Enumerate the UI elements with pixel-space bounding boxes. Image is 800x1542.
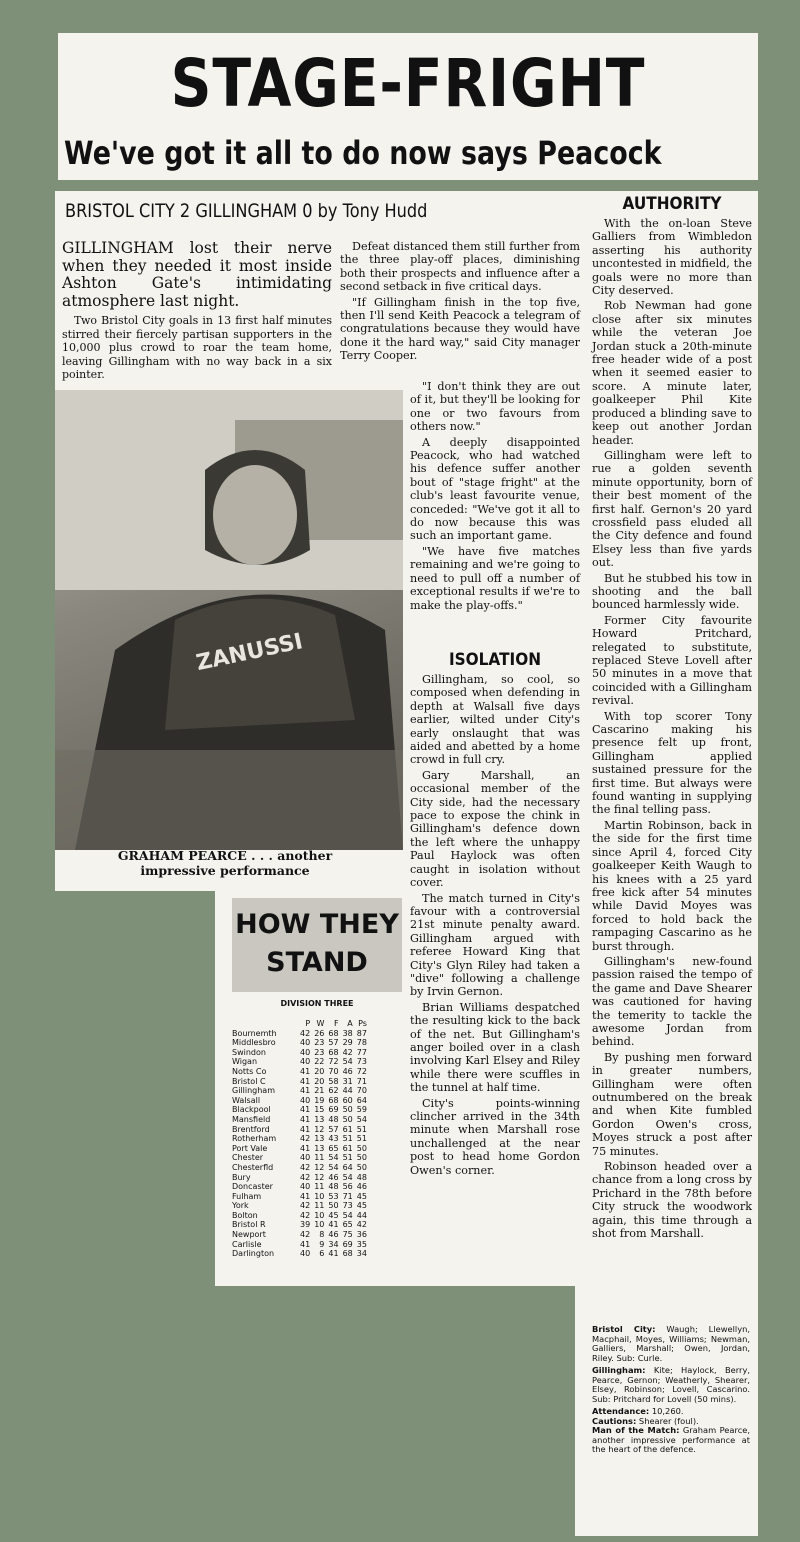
article-paragraph: Brian Williams despatched the resulting kick to the back of the net. But Gillingham's anger boiled over in a clash involving Karl Elsey and Riley while there were scuffles in the tunnel at half time. bbox=[410, 1000, 580, 1095]
table-cell: 41 bbox=[300, 1239, 311, 1249]
table-cell: 41 bbox=[300, 1191, 311, 1201]
team-name: Mansfield bbox=[232, 1114, 271, 1124]
team-name: Chesterfld bbox=[232, 1162, 274, 1172]
table-cell: 46 bbox=[328, 1172, 339, 1182]
table-cell: 42 bbox=[300, 1134, 311, 1144]
table-row bbox=[230, 1182, 369, 1192]
table-header-cell: A bbox=[347, 1019, 353, 1028]
table-cell: 69 bbox=[342, 1239, 353, 1249]
article-paragraph: "We have five matches remaining and we're going to need to pull off a number of exceptional results if we're to make the play-offs." bbox=[410, 544, 580, 612]
table-row bbox=[230, 1096, 369, 1106]
shirt-sponsor-text: ZANUSSI bbox=[194, 629, 306, 677]
table-row bbox=[230, 1249, 369, 1259]
table-cell: 51 bbox=[356, 1124, 367, 1134]
table-cell: 22 bbox=[314, 1057, 325, 1067]
table-cell: 54 bbox=[356, 1114, 367, 1124]
table-cell: 59 bbox=[356, 1105, 367, 1115]
team-name: Bournemth bbox=[232, 1028, 277, 1038]
team-name: Bristol C bbox=[232, 1076, 266, 1086]
table-cell: 40 bbox=[300, 1249, 311, 1259]
table-cell: 10 bbox=[314, 1191, 325, 1201]
table-row bbox=[230, 1086, 369, 1096]
table-cell: 11 bbox=[314, 1153, 325, 1163]
table-cell: 46 bbox=[328, 1230, 339, 1240]
authority-heading: AUTHORITY bbox=[622, 194, 722, 214]
table-cell: 44 bbox=[342, 1086, 353, 1096]
byline: BRISTOL CITY 2 GILLINGHAM 0 by Tony Hudd bbox=[65, 200, 428, 222]
table-title: HOW THEY STAND bbox=[232, 898, 402, 992]
table-cell: 19 bbox=[314, 1095, 325, 1105]
table-row bbox=[230, 1125, 369, 1135]
table-cell: 31 bbox=[342, 1076, 353, 1086]
isolation-heading: ISOLATION bbox=[448, 650, 542, 670]
table-cell: 65 bbox=[342, 1220, 353, 1230]
table-cell: 61 bbox=[342, 1143, 353, 1153]
table-cell: 40 bbox=[300, 1095, 311, 1105]
table-row bbox=[230, 1163, 369, 1173]
table-cell: 41 bbox=[300, 1124, 311, 1134]
table-cell: 72 bbox=[328, 1057, 339, 1067]
table-cell: 51 bbox=[342, 1134, 353, 1144]
team-name: Bristol R bbox=[232, 1220, 266, 1230]
table-cell: 50 bbox=[356, 1143, 367, 1153]
team-name: Notts Co bbox=[232, 1066, 267, 1076]
article-paragraph: "I don't think they are out of it, but they'll be looking for one or two favours from others now." bbox=[410, 380, 580, 434]
table-cell: 50 bbox=[328, 1201, 339, 1211]
table-cell: 34 bbox=[328, 1239, 339, 1249]
table-cell: 72 bbox=[356, 1066, 367, 1076]
team-name: Swindon bbox=[232, 1047, 266, 1057]
table-cell: 40 bbox=[300, 1038, 311, 1048]
table-row bbox=[230, 1240, 369, 1250]
table-row bbox=[230, 1220, 369, 1230]
table-cell: 68 bbox=[328, 1047, 339, 1057]
table-cell: 41 bbox=[300, 1105, 311, 1115]
table-cell: 87 bbox=[356, 1028, 367, 1038]
table-row bbox=[230, 1038, 369, 1048]
table-cell: 45 bbox=[356, 1201, 367, 1211]
team-name: Wigan bbox=[232, 1057, 258, 1067]
article-paragraph: Rob Newman had gone close after six minutes while the veteran Joe Jordan stuck a 20th-minute free header wide of a post when it seemed easier to score. A minute later, goalkeeper Phil Kite produced a blinding save to keep out another Jordan header. bbox=[592, 299, 752, 447]
table-row bbox=[230, 1077, 369, 1087]
table-cell: 69 bbox=[328, 1105, 339, 1115]
article-paragraph: The match turned in City's favour with a controversial 21st minute penalty award. Gillingham argued with referee Howard King that City's Glyn Riley had taken a "dive" following a challenge by Irvin Gernon. bbox=[410, 891, 580, 999]
table-cell: 64 bbox=[356, 1095, 367, 1105]
column-three bbox=[592, 192, 752, 1242]
column-two-isolation bbox=[410, 648, 580, 1179]
table-cell: 60 bbox=[342, 1095, 353, 1105]
table-cell: 39 bbox=[300, 1220, 311, 1230]
table-cell: 41 bbox=[300, 1143, 311, 1153]
article-paragraph: Gary Marshall, an occasional member of the City side, had the necessary pace to expose the chink in Gillingham's defence down the left where the unhappy Paul Haylock was often caught in isolation without cover. bbox=[410, 768, 580, 890]
table-cell: 65 bbox=[328, 1143, 339, 1153]
table-row bbox=[230, 1173, 369, 1183]
team-name: Darlington bbox=[232, 1249, 275, 1259]
article-paragraph: Gillingham's new-found passion raised the tempo of the game and Dave Shearer was cautioned for having the temerity to tackle the awesome Jordan from behind. bbox=[592, 954, 752, 1049]
table-header-cell: Ps bbox=[358, 1019, 367, 1028]
team-name: Bolton bbox=[232, 1210, 258, 1220]
table-cell: 41 bbox=[328, 1249, 339, 1259]
table-row bbox=[230, 1067, 369, 1077]
table-cell: 20 bbox=[314, 1076, 325, 1086]
table-cell: 40 bbox=[300, 1047, 311, 1057]
team-name: Chester bbox=[232, 1153, 264, 1163]
table-cell: 41 bbox=[300, 1114, 311, 1124]
table-cell: 54 bbox=[342, 1057, 353, 1067]
article-paragraph: A deeply disappointed Peacock, who had watched his defence suffer another bout of "stage fright" at the club's least favourite venue, conceded: "We've got it all to do now because this was such an important game. bbox=[410, 435, 580, 543]
table-cell: 50 bbox=[356, 1162, 367, 1172]
article-paragraph: Former City favourite Howard Pritchard, relegated to substitute, replaced Steve Lovell after 50 minutes in a move that coincided with a Gillingham revival. bbox=[592, 613, 752, 708]
table-cell: 51 bbox=[356, 1134, 367, 1144]
table-cell: 11 bbox=[314, 1201, 325, 1211]
article-paragraph: By pushing men forward in greater numbers, Gillingham were often outnumbered on the break and when Kite fumbled Gordon Owen's cross, Moyes struck a post after 75 minutes. bbox=[592, 1050, 752, 1158]
headline: STAGE-FRIGHT bbox=[170, 45, 646, 122]
table-row bbox=[230, 1153, 369, 1163]
table-cell: 23 bbox=[314, 1047, 325, 1057]
table-cell: 45 bbox=[356, 1191, 367, 1201]
table-cell: 9 bbox=[319, 1239, 325, 1249]
table-cell: 61 bbox=[342, 1124, 353, 1134]
table-cell: 40 bbox=[300, 1153, 311, 1163]
table-cell: 41 bbox=[300, 1076, 311, 1086]
photo-illustration bbox=[55, 390, 403, 850]
table-cell: 29 bbox=[342, 1038, 353, 1048]
table-cell: 56 bbox=[342, 1182, 353, 1192]
table-cell: 40 bbox=[300, 1057, 311, 1067]
table-row bbox=[230, 1115, 369, 1125]
intro-body: Two Bristol City goals in 13 first half minutes stirred their fiercely partisan supporters in the 10,000 plus crowd to roar the team home, leaving Gillingham with no way back in a six pointer. bbox=[62, 314, 332, 382]
table-row bbox=[230, 1201, 369, 1211]
table-cell: 70 bbox=[356, 1086, 367, 1096]
table-cell: 48 bbox=[328, 1114, 339, 1124]
table-row bbox=[230, 1134, 369, 1144]
table-row bbox=[230, 1048, 369, 1058]
article-paragraph: City's points-winning clincher arrived in the 34th minute when Marshall rose unchallenged at the near post to head home Gordon Owen's corner. bbox=[410, 1096, 580, 1177]
column-two-narrow bbox=[410, 380, 580, 614]
table-cell: 35 bbox=[356, 1239, 367, 1249]
table-cell: 71 bbox=[356, 1076, 367, 1086]
team-name: Gillingham bbox=[232, 1086, 276, 1096]
table-cell: 38 bbox=[342, 1028, 353, 1038]
table-cell: 57 bbox=[328, 1038, 339, 1048]
table-cell: 10 bbox=[314, 1220, 325, 1230]
table-cell: 48 bbox=[328, 1182, 339, 1192]
table-cell: 48 bbox=[356, 1172, 367, 1182]
table-cell: 10 bbox=[314, 1210, 325, 1220]
table-cell: 78 bbox=[356, 1038, 367, 1048]
table-cell: 62 bbox=[328, 1086, 339, 1096]
table-row bbox=[230, 1029, 369, 1039]
intro-paragraph: GILLINGHAM lost their nerve when they needed it most inside Ashton Gate's intimidating atmosphere last night. bbox=[62, 239, 332, 310]
table-cell: 41 bbox=[328, 1220, 339, 1230]
table-cell: 6 bbox=[319, 1249, 325, 1259]
article-paragraph: "If Gillingham finish in the top five, then I'll send Keith Peacock a telegram of congratulations because they would have done it the hard way," said City manager Terry Cooper. bbox=[340, 295, 580, 363]
table-header-cell: F bbox=[333, 1019, 339, 1028]
table-cell: 13 bbox=[314, 1143, 325, 1153]
cautions: Cautions: Shearer (foul). bbox=[592, 1415, 699, 1426]
player-photo bbox=[55, 390, 403, 850]
team-name: Middlesbro bbox=[232, 1038, 276, 1048]
table-row bbox=[230, 1105, 369, 1115]
table-cell: 57 bbox=[328, 1124, 339, 1134]
table-header-cell: P bbox=[305, 1019, 311, 1028]
article-paragraph: With top scorer Tony Cascarino making his presence felt up front, Gillingham applied sustained pressure for the first time. But always were found wanting in supplying the final telling pass. bbox=[592, 709, 752, 817]
table-cell: 8 bbox=[319, 1230, 325, 1240]
table-cell: 51 bbox=[342, 1153, 353, 1163]
table-cell: 41 bbox=[300, 1086, 311, 1096]
photo-caption: GRAHAM PEARCE . . . another impressive performance bbox=[117, 848, 333, 878]
table-cell: 46 bbox=[356, 1182, 367, 1192]
team-name: Brentford bbox=[232, 1124, 270, 1134]
table-cell: 11 bbox=[314, 1182, 325, 1192]
table-cell: 36 bbox=[356, 1230, 367, 1240]
article-paragraph: But he stubbed his tow in shooting and the ball bounced harmlessly wide. bbox=[592, 571, 752, 612]
article-paragraph: Gillingham, so cool, so composed when defending in depth at Walsall five days earlier, wilted under City's early onslaught that was aided and abetted by a home crowd in full cry. bbox=[410, 673, 580, 767]
table-cell: 43 bbox=[328, 1134, 339, 1144]
article-paragraph: Martin Robinson, back in the side for the first time since April 4, forced City goalkeeper Keith Waugh to his knees with a 25 yard free kick after 54 minutes while David Moyes was forced to hold back the rampaging Cascarino as he burst through. bbox=[592, 818, 752, 953]
table-cell: 12 bbox=[314, 1124, 325, 1134]
table-cell: 70 bbox=[328, 1066, 339, 1076]
bristol-lineup: Bristol City: Waugh; Llewellyn, Macphail, Moyes, Williams; Newman, Galliers, Marshall; Owen, Jordan, Riley. Sub: Curle. bbox=[592, 1324, 751, 1363]
table-cell: 71 bbox=[342, 1191, 353, 1201]
team-name: York bbox=[232, 1201, 249, 1211]
team-name: Bury bbox=[232, 1172, 251, 1182]
table-cell: 50 bbox=[342, 1105, 353, 1115]
table-cell: 12 bbox=[314, 1162, 325, 1172]
table-cell: 42 bbox=[342, 1047, 353, 1057]
headline-clipping bbox=[58, 33, 758, 180]
table-cell: 42 bbox=[300, 1162, 311, 1172]
table-cell: 42 bbox=[300, 1028, 311, 1038]
table-cell: 50 bbox=[356, 1153, 367, 1163]
table-cell: 77 bbox=[356, 1047, 367, 1057]
team-name: Blackpool bbox=[232, 1105, 271, 1115]
team-name: Port Vale bbox=[232, 1143, 268, 1153]
table-header-cell: W bbox=[316, 1019, 325, 1028]
match-details: Attendance: 10,260. bbox=[592, 1406, 684, 1416]
table-cell: 23 bbox=[314, 1038, 325, 1048]
man-of-the-match: Man of the Match: Graham Pearce, another impressive performance at the heart of the defence. bbox=[592, 1425, 751, 1454]
team-name: Doncaster bbox=[232, 1182, 273, 1192]
table-cell: 42 bbox=[300, 1230, 311, 1240]
subheadline: We've got it all to do now says Peacock bbox=[64, 134, 662, 172]
table-cell: 20 bbox=[314, 1066, 325, 1076]
table-cell: 15 bbox=[314, 1105, 325, 1115]
table-cell: 40 bbox=[300, 1182, 311, 1192]
team-name: Newport bbox=[232, 1230, 266, 1240]
table-cell: 50 bbox=[342, 1114, 353, 1124]
team-lineups bbox=[592, 1325, 750, 1458]
table-cell: 68 bbox=[328, 1028, 339, 1038]
table-cell: 64 bbox=[342, 1162, 353, 1172]
table-cell: 54 bbox=[342, 1210, 353, 1220]
table-cell: 58 bbox=[328, 1076, 339, 1086]
table-cell: 41 bbox=[300, 1066, 311, 1076]
table-cell: 42 bbox=[300, 1210, 311, 1220]
article-paragraph: Defeat distanced them still further from the three play-off places, diminishing both their prospects and influence after a second setback in five critical days. bbox=[340, 240, 580, 294]
table-cell: 54 bbox=[342, 1172, 353, 1182]
table-cell: 73 bbox=[342, 1201, 353, 1211]
table-cell: 53 bbox=[328, 1191, 339, 1201]
team-name: Fulham bbox=[232, 1191, 262, 1201]
table-cell: 68 bbox=[328, 1095, 339, 1105]
table-cell: 26 bbox=[314, 1028, 325, 1038]
table-cell: 12 bbox=[314, 1172, 325, 1182]
table-cell: 13 bbox=[314, 1114, 325, 1124]
table-cell: 73 bbox=[356, 1057, 367, 1067]
article-paragraph: Gillingham were left to rue a golden seventh minute opportunity, born of their best moment of the first half. Gernon's 20 yard crossfield pass eluded all the City defence and found Elsey less than five yards out. bbox=[592, 448, 752, 570]
gillingham-lineup: Gillingham: Kite; Haylock, Berry, Pearce, Gernon; Weatherly, Shearer, Elsey, Robinson; Lovell, Cascarino. Sub: Pritchard for Lovell (50 mins). bbox=[592, 1365, 751, 1404]
article-paragraph: With the on-loan Steve Galliers from Wimbledon asserting his authority uncontested in midfield, the goals were no more than City deserved. bbox=[592, 217, 752, 298]
table-cell: 54 bbox=[328, 1162, 339, 1172]
table-cell: 54 bbox=[328, 1153, 339, 1163]
article-paragraph: Robinson headed over a chance from a long cross by Prichard in the 78th before City struck the woodwork again, this time through a shot from Marshall. bbox=[592, 1160, 752, 1241]
table-cell: 46 bbox=[342, 1066, 353, 1076]
team-name: Walsall bbox=[232, 1095, 261, 1105]
table-cell: 21 bbox=[314, 1086, 325, 1096]
table-row bbox=[230, 1211, 369, 1221]
team-name: Carlisle bbox=[232, 1239, 262, 1249]
table-row bbox=[230, 1144, 369, 1154]
table-cell: 44 bbox=[356, 1210, 367, 1220]
column-two-top bbox=[340, 240, 580, 365]
table-cell: 42 bbox=[300, 1172, 311, 1182]
table-cell: 42 bbox=[356, 1220, 367, 1230]
table-row bbox=[230, 1192, 369, 1202]
table-cell: 45 bbox=[328, 1210, 339, 1220]
team-name: Rotherham bbox=[232, 1134, 277, 1144]
table-cell: 13 bbox=[314, 1134, 325, 1144]
table-row bbox=[230, 1057, 369, 1067]
league-table bbox=[230, 1019, 369, 1259]
table-cell: 68 bbox=[342, 1249, 353, 1259]
table-cell: 75 bbox=[342, 1230, 353, 1240]
table-row bbox=[230, 1230, 369, 1240]
table-cell: 34 bbox=[356, 1249, 367, 1259]
table-cell: 42 bbox=[300, 1201, 311, 1211]
division-label: DIVISION THREE bbox=[280, 999, 354, 1008]
